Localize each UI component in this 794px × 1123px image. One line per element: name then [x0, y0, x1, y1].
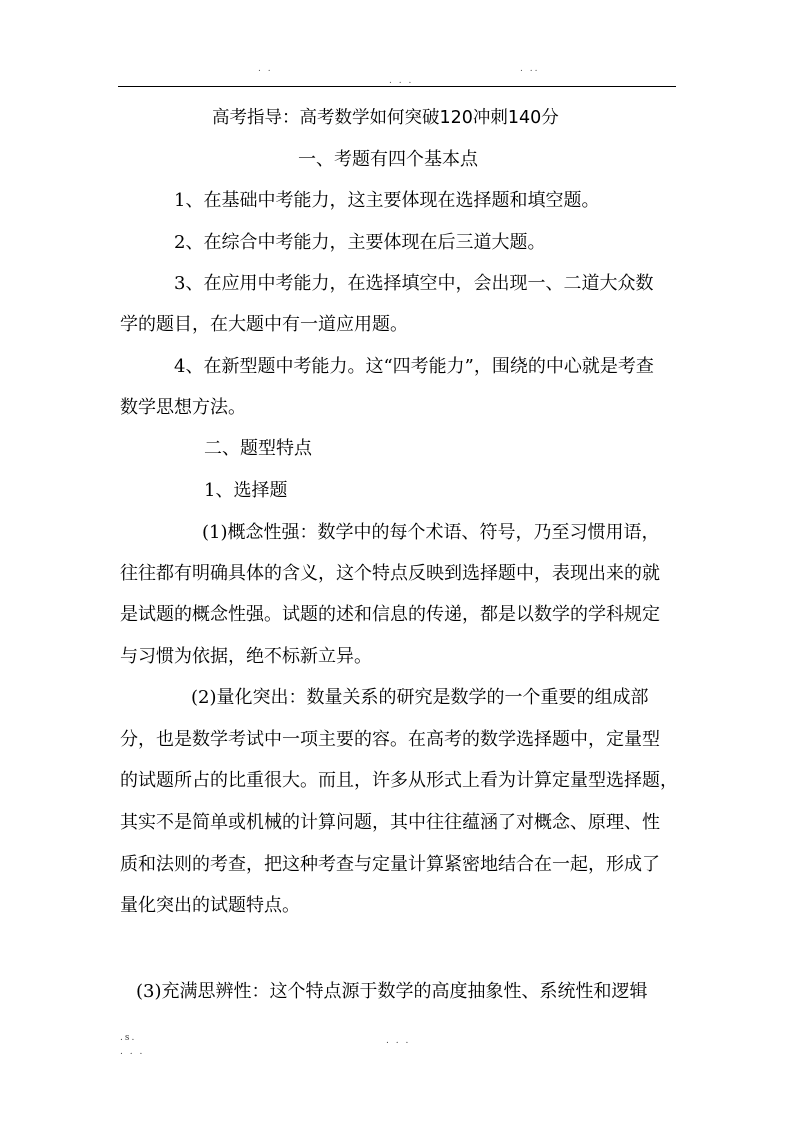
- paragraph-line: 1、在基础中考能力，这主要体现在选择题和填空题。: [174, 190, 600, 211]
- paragraph-line: 2、在综合中考能力，主要体现在后三道大题。: [174, 232, 546, 253]
- header-rule: [118, 86, 676, 87]
- footer-mark-left-top: .s.: [120, 1033, 137, 1043]
- paragraph-line: 4、在新型题中考能力。这“四考能力”，围绕的中心就是考查: [174, 356, 654, 377]
- paragraph-line: (2)量化突出：数量关系的研究是数学的一个重要的组成部: [191, 687, 649, 708]
- paragraph-line: 3、在应用中考能力，在选择填空中，会出现一、二道大众数: [174, 273, 654, 294]
- section-heading-1: 一、考题有四个基本点: [298, 149, 478, 170]
- footer-mark-center: . . .: [386, 1036, 411, 1046]
- paragraph-line: 数学思想方法。: [120, 397, 246, 418]
- paragraph-line: 分，也是数学考试中一项主要的容。在高考的数学选择题中，定量型: [120, 729, 660, 750]
- paragraph-line: 学的题目，在大题中有一道应用题。: [120, 314, 408, 335]
- paragraph-line: (3)充满思辨性：这个特点源于数学的高度抽象性、系统性和逻辑: [136, 981, 648, 1002]
- footer-mark-left-bottom: . . .: [120, 1047, 145, 1057]
- header-mark-left: . .: [258, 64, 273, 74]
- paragraph-line: 量化突出的试题特点。: [120, 895, 300, 916]
- header-mark-right: . ..: [520, 64, 540, 74]
- section-heading-2: 二、题型特点: [204, 438, 312, 459]
- paragraph-line: (1)概念性强：数学中的每个术语、符号，乃至习惯用语，: [202, 522, 660, 543]
- paragraph-line: 其实不是简单或机械的计算问题，其中往往蕴涵了对概念、原理、性: [120, 812, 660, 833]
- subsection-heading: 1、选择题: [204, 480, 288, 501]
- document-title: 高考指导：高考数学如何突破120冲刺140分: [212, 108, 559, 128]
- header-mark-center: . . .: [389, 76, 414, 86]
- paragraph-line: 的试题所占的比重很大。而且，许多从形式上看为计算定量型选择题，: [120, 770, 678, 791]
- paragraph-line: 是试题的概念性强。试题的述和信息的传递，都是以数学的学科规定: [120, 604, 660, 625]
- paragraph-line: 质和法则的考查，把这种考查与定量计算紧密地结合在一起，形成了: [120, 854, 660, 875]
- paragraph-line: 与习惯为依据，绝不标新立异。: [120, 646, 372, 667]
- paragraph-line: 往往都有明确具体的含义，这个特点反映到选择题中，表现出来的就: [120, 563, 660, 584]
